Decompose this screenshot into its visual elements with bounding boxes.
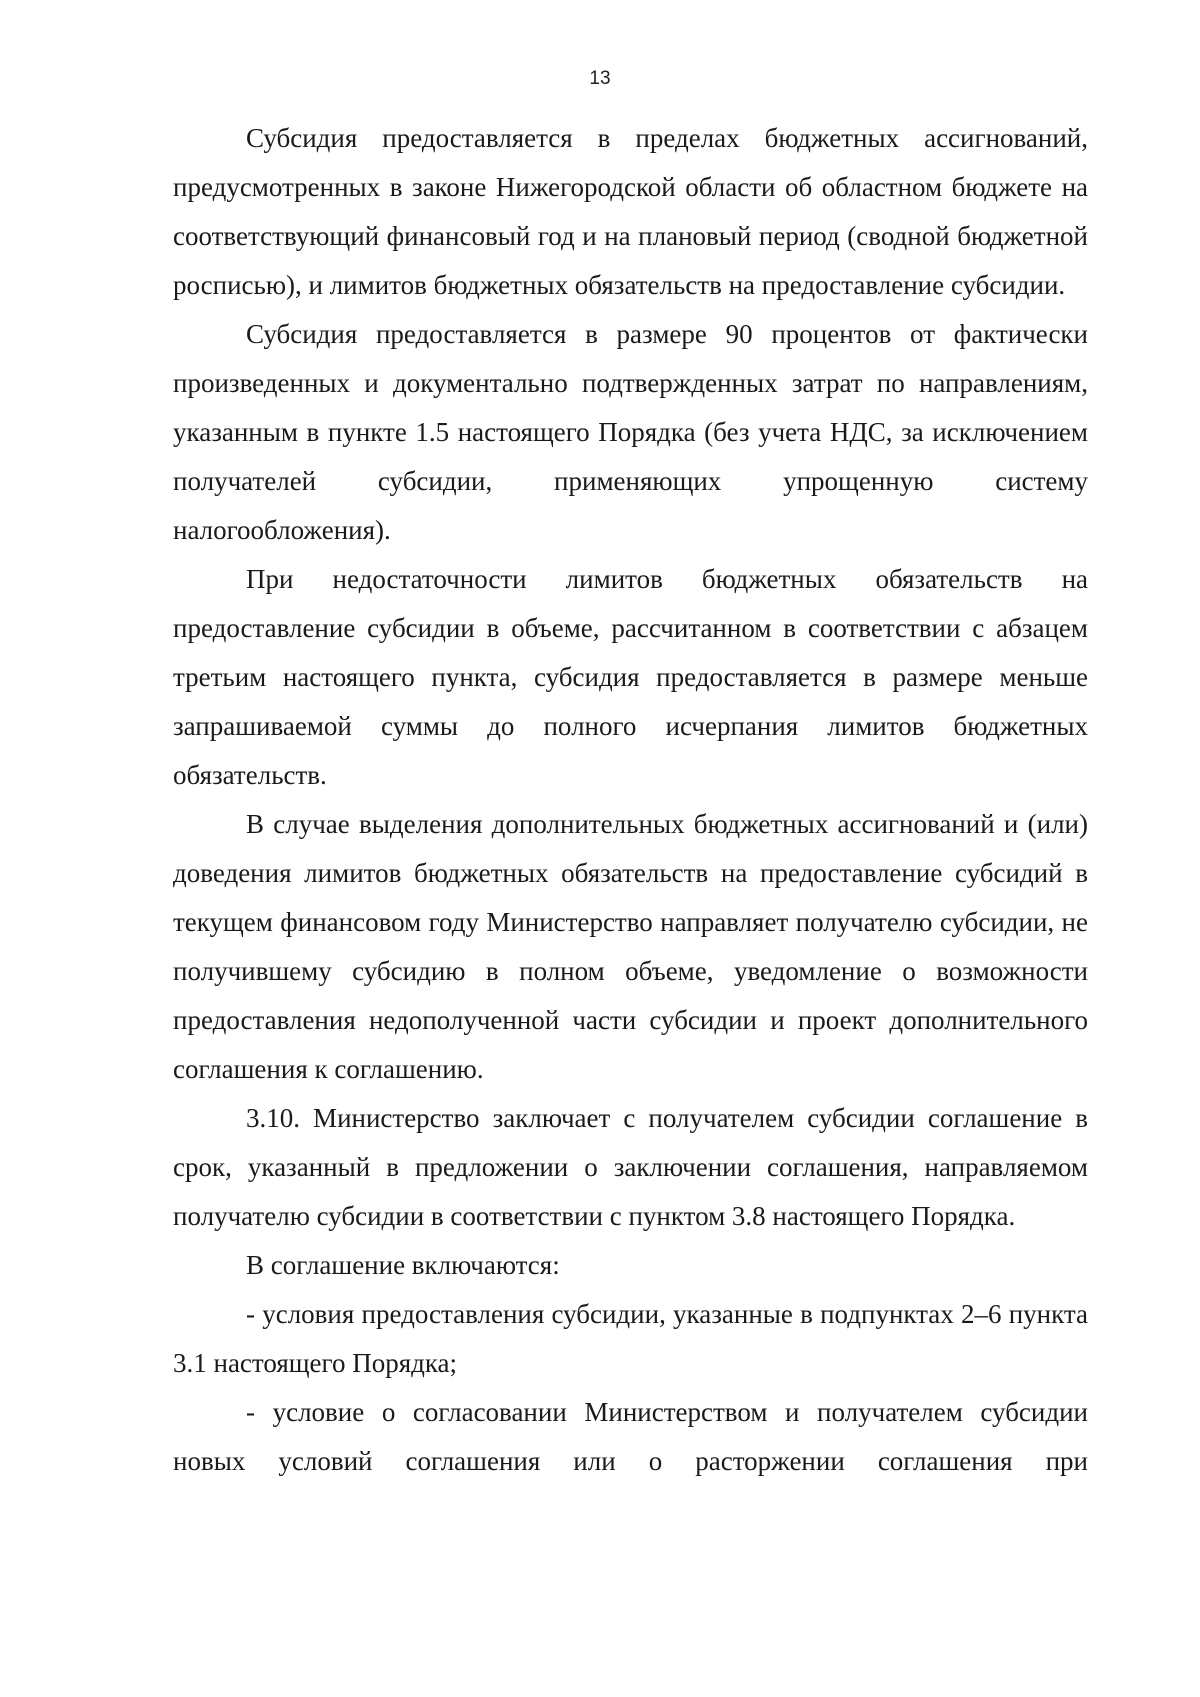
list-item-approval-condition: - условие о согласовании Министерством и получателем субсидии новых условий соглашения или о расторжении соглашения при [173,1397,1088,1476]
paragraph-budget-limits: Субсидия предоставляется в пределах бюджетных ассигнований, предусмотренных в законе Нижегородской области об областном бюджете на соответствующий финансовый год и на плановый период (сводной бюджетной росписью), и лимитов бюджетных обязательств на предоставление субсидии. [173,123,1088,300]
paragraph-subsidy-amount: Субсидия предоставляется в размере 90 процентов от фактически произведенных и документально подтвержденных затрат по направлениям, указанным в пункте 1.5 настоящего Порядка (без учета НДС, за исключением получателей субсидии, применяющих упрощенную систему налогообложения). [173,319,1088,545]
paragraph-agreement-conclusion: 3.10. Министерство заключает с получателем субсидии соглашение в срок, указанный в предложении о заключении соглашения, направляемом получателю субсидии в соответствии с пунктом 3.8 настоящего Порядка. [173,1103,1088,1231]
page-number: 13 [589,68,611,89]
list-item-conditions: - условия предоставления субсидии, указанные в подпунктах 2–6 пункта 3.1 настоящего Порядка; [173,1299,1088,1378]
document-body [173,114,1088,1486]
paragraph-agreement-includes: В соглашение включаются: [246,1250,560,1280]
paragraph-additional-allocations: В случае выделения дополнительных бюджетных ассигнований и (или) доведения лимитов бюджетных обязательств на предоставление субсидий в текущем финансовом году Министерство направляет получателю субсидии, не получившему субсидию в полном объеме, уведомление о возможности предоставления недополученной части субсидии и проект дополнительного соглашения к соглашению. [173,809,1088,1084]
paragraph-insufficient-limits: При недостаточности лимитов бюджетных обязательств на предоставление субсидии в объеме, рассчитанном в соответствии с абзацем третьим настоящего пункта, субсидия предоставляется в размере меньше запрашиваемой суммы до полного исчерпания лимитов бюджетных обязательств. [173,564,1088,790]
